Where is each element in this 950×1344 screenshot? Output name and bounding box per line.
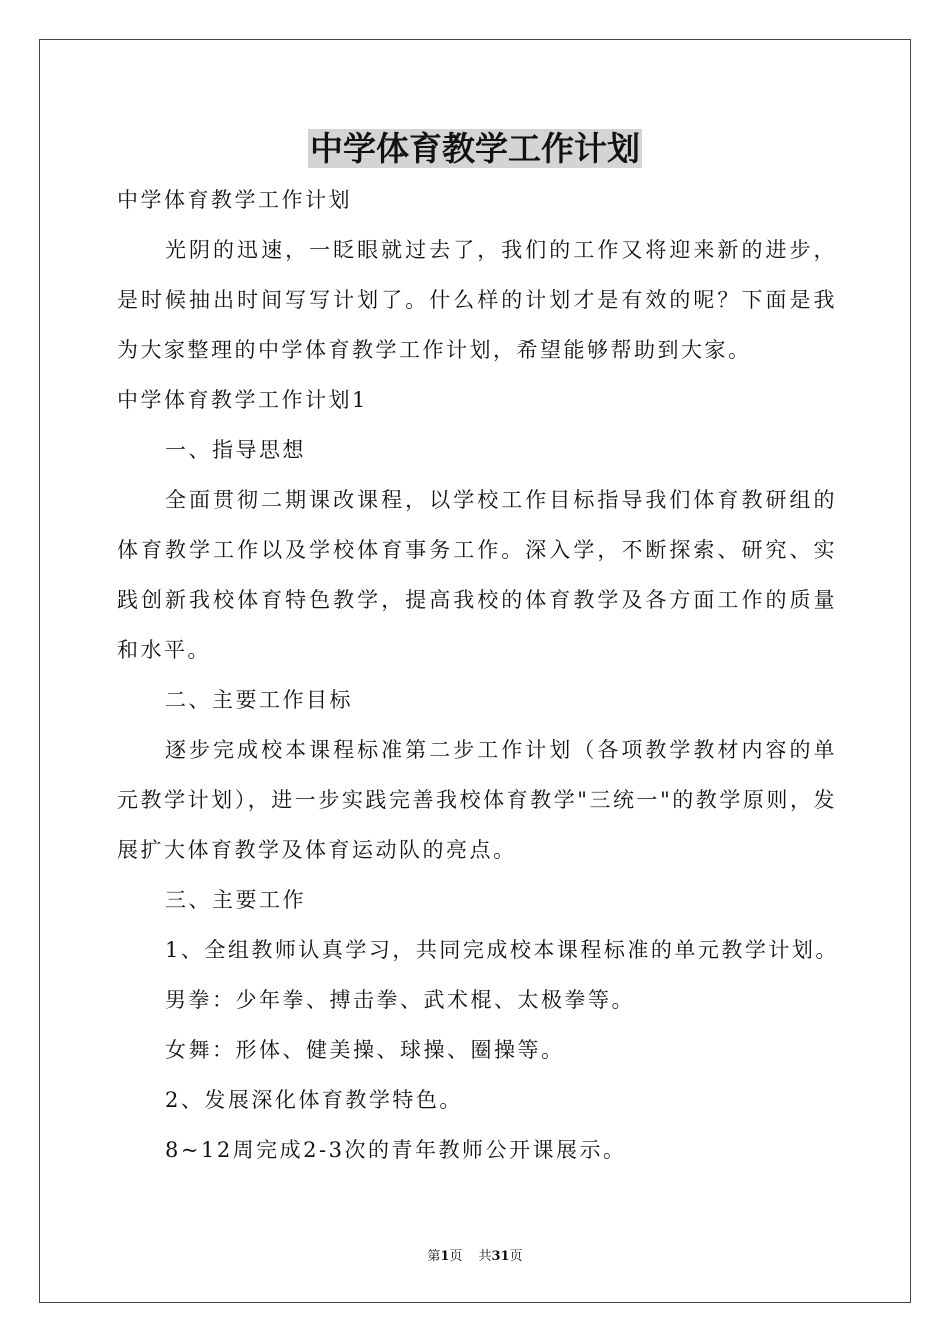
list-item-boys-boxing: 男拳：少年拳、搏击拳、武术棍、太极拳等。 <box>165 988 635 1012</box>
paragraph-main-goals: 逐步完成校本课程标准第二步工作计划（各项教学教材内容的单元教学计划），进一步实践完善我校体育教学"三统一"的教学原则，发展扩大体育教学及体育运动队的亮点。 <box>117 738 837 862</box>
heading-main-work: 三、主要工作 <box>165 888 306 912</box>
footer-page-total: 31 <box>491 1249 510 1264</box>
footer-total-prefix: 共 <box>478 1249 492 1264</box>
list-item-open-class: 8~12周完成2-3次的青年教师公开课展示。 <box>165 1138 627 1162</box>
list-item-2: 2、发展深化体育教学特色。 <box>165 1088 463 1112</box>
footer-page-unit: 页 <box>449 1249 463 1264</box>
document-title-text: 中学体育教学工作计划 <box>310 129 640 168</box>
paragraph-intro: 光阴的迅速，一眨眼就过去了，我们的工作又将迎来新的进步，是时候抽出时间写写计划了。什么样的计划才是有效的呢？下面是我为大家整理的中学体育教学工作计划，希望能够帮助到大家。 <box>117 238 837 362</box>
document-body <box>117 175 837 1175</box>
section-heading-plan-1: 中学体育教学工作计划1 <box>117 388 368 412</box>
document-title <box>0 128 950 170</box>
list-item-1: 1、全组教师认真学习，共同完成校本课程标准的单元教学计划。 <box>165 938 839 962</box>
footer-page-current: 1 <box>440 1249 450 1264</box>
heading-main-goals: 二、主要工作目标 <box>165 688 353 712</box>
list-item-girls-dance: 女舞：形体、健美操、球操、圈操等。 <box>165 1038 565 1062</box>
heading-guiding-thought: 一、指导思想 <box>165 438 306 462</box>
footer-total-unit: 页 <box>509 1249 523 1264</box>
footer-page-prefix: 第 <box>427 1249 441 1264</box>
page-footer <box>0 1248 950 1266</box>
paragraph-guiding-thought: 全面贯彻二期课改课程，以学校工作目标指导我们体育教研组的体育教学工作以及学校体育事务工作。深入学，不断探索、研究、实践创新我校体育特色教学，提高我校的体育教学及各方面工作的质量和水平。 <box>117 488 837 662</box>
paragraph-subtitle: 中学体育教学工作计划 <box>117 188 352 212</box>
